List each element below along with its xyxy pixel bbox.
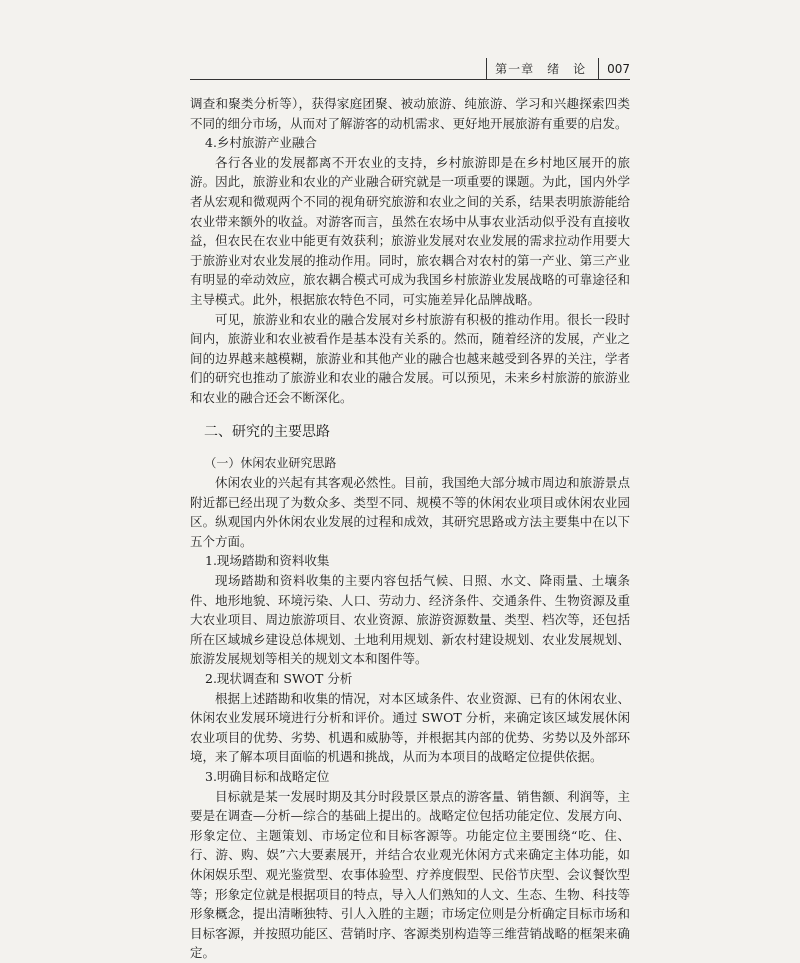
- paragraph-3: 目标就是某一发展时期及其分时段景区景点的游客量、销售额、利润等，主要是在调查—分析—综合的基础上提出的。战略定位包括功能定位、发展方向、形象定位、主题策划、市场定位和目标客源等。功能定位主要围绕“吃、住、行、游、购、娱”六大要素展开，并结合农业观光休闲方式来确定主体功能，如休闲娱乐型、观光鉴赏型、农事体验型、疗养度假型、民俗节庆型、会议餐饮型等；形象定位就是根据项目的特点，导入人们熟知的人文、生态、生物、科技等形象概念，提出清晰独特、引人入胜的主题；市场定位则是分析确定目标市场和目标客源，并按照功能区、营销时序、客源类别构造等三维营销战略的框架来确定。: [190, 788, 630, 961]
- chapter-title: 第一章 绪 论: [486, 58, 598, 79]
- paragraph-4a: 各行各业的发展都离不开农业的支持，乡村旅游即是在乡村地区展开的旅游。因此，旅游业和农业的产业融合研究就是一项重要的课题。为此，国内外学者从宏观和微观两个不同的视角研究旅游和农业之间的关系，结果表明旅游能给农业带来额外的收益。对游客而言，虽然在农场中从事农业活动似乎没有直接收益，但农民在农业中能更有效获利；旅游业发展对农业发展的需求拉动作用要大于旅游业对农业发展的推动作用。同时，旅农耦合对农村的第一产业、第三产业有明显的牵动效应，旅农耦合模式可成为我国乡村旅游业发展战略的可靠途径和主导模式。此外，根据旅农特色不同，可实施差异化品牌战略。: [190, 154, 630, 307]
- heading-3: 3.明确目标和战略定位: [205, 769, 330, 784]
- paragraph-4b: 可见，旅游业和农业的融合发展对乡村旅游有积极的推动作用。很长一段时间内，旅游业和农业被看作是基本没有关系的。然而，随着经济的发展，产业之间的边界越来越模糊，旅游业和其他产业的融合也越来越受到各界的关注，学者们的研究也推动了旅游业和农业的融合发展。可以预见，未来乡村旅游的旅游业和农业的融合还会不断深化。: [190, 311, 630, 405]
- header-rule: [190, 79, 630, 80]
- running-header: [190, 58, 630, 80]
- page-number: 007: [598, 58, 630, 79]
- section-heading-2: 二、研究的主要思路: [204, 423, 330, 440]
- paragraph-2: 根据上述踏勘和收集的情况，对本区域条件、农业资源、已有的休闲农业、休闲农业发展环境进行分析和评价。通过 SWOT 分析，来确定该区域发展休闲农业项目的优势、劣势、机遇和威胁等，并根据其内部的优势、劣势以及外部环境，来了解本项目面临的机遇和挑战，从而为本项目的战略定位提供依据。: [190, 690, 630, 765]
- paragraph-intro: 调查和聚类分析等），获得家庭团聚、被动旅游、纯旅游、学习和兴趣探索四类不同的细分市场，从而对了解游客的动机需求、更好地开展旅游有重要的启发。: [190, 96, 630, 131]
- paragraph-1: 现场踏勘和资料收集的主要内容包括气候、日照、水文、降雨量、土壤条件、地形地貌、环境污染、人口、劳动力、经济条件、交通条件、生物资源及重大农业项目、周边旅游项目、农业资源、旅游资源数量、类型、档次等，还包括所在区域城乡建设总体规划、土地利用规划、新农村建设规划、农业发展规划、旅游发展规划等相关的规划文本和图件等。: [190, 573, 630, 667]
- heading-4: 4.乡村旅游产业融合: [205, 135, 317, 151]
- header-box: [486, 58, 630, 79]
- heading-1: 1.现场踏勘和资料收集: [205, 553, 330, 569]
- paragraph-sub1: 休闲农业的兴起有其客观必然性。目前，我国绝大部分城市周边和旅游景点附近都已经出现了为数众多、类型不同、规模不等的休闲农业项目或休闲农业园区。纵观国内外休闲农业发展的过程和成效，其研究思路或方法主要集中在以下五个方面。: [190, 475, 630, 549]
- subsection-heading-1: （一）休闲农业研究思路: [204, 455, 337, 470]
- heading-2: 2.现状调查和 SWOT 分析: [205, 671, 353, 687]
- page-body: [190, 94, 630, 963]
